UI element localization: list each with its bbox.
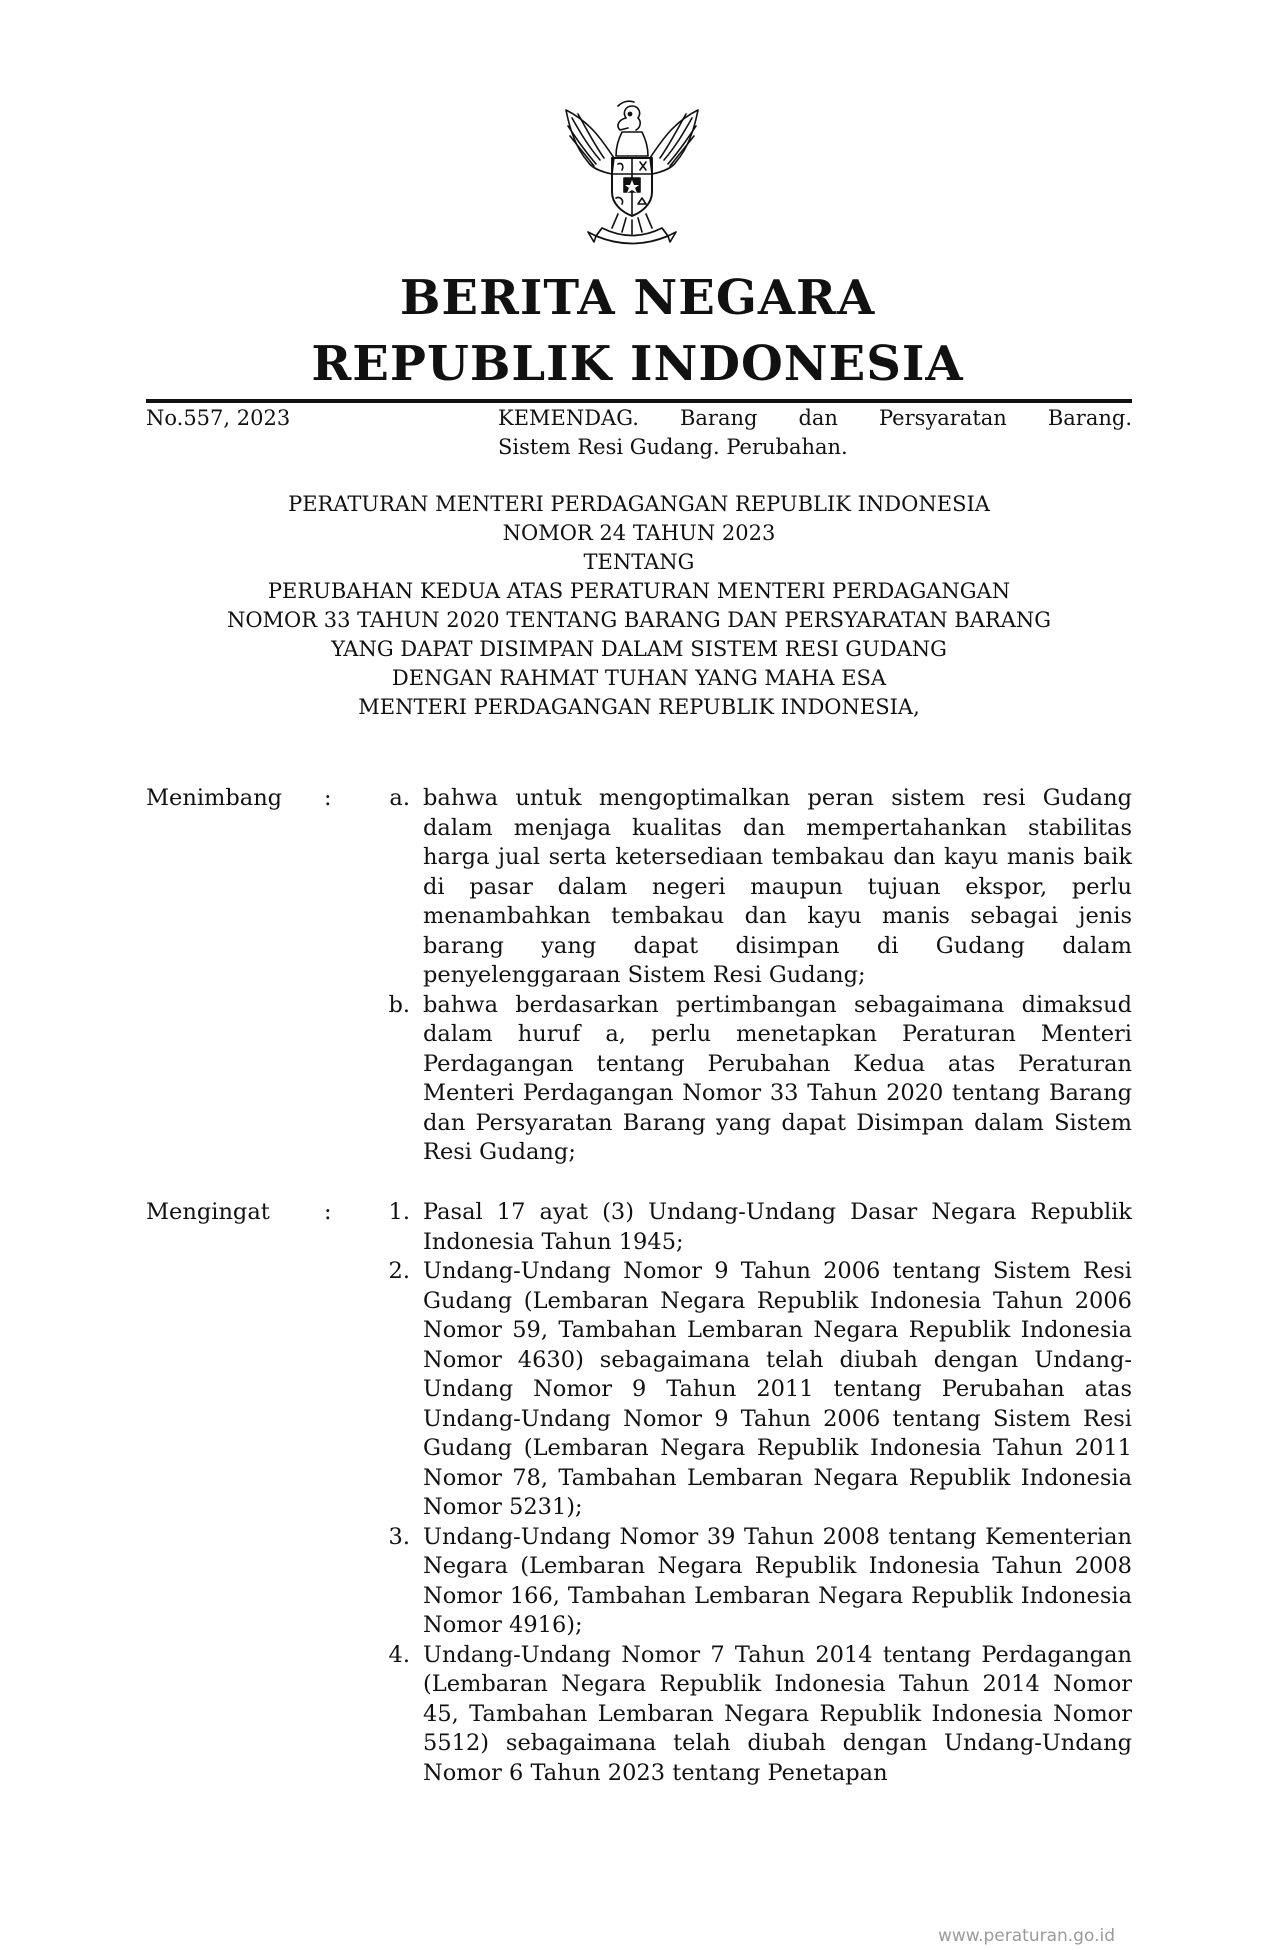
item-text: Undang-Undang Nomor 9 Tahun 2006 tentang Sistem Resi Gudang (Lembaran Negara Republik Indonesia Tahun 2006 Nomor 59, Tambahan Lembaran Negara Republik Indonesia Nomor 4630) sebagaimana telah diubah dengan Undang-Undang Nomor 9 Tahun 2011 tentang Perubahan atas Undang-Undang Nomor 9 Tahun 2006 tentang Sistem Resi Gudang (Lembaran Negara Republik Indonesia Tahun 2011 Nomor 78, Tambahan Lembaran Negara Republik Indonesia Nomor 5231); <box>423 1258 1132 1520</box>
title-line: MENTERI PERDAGANGAN REPUBLIK INDONESIA, <box>358 695 920 719</box>
title-line: DENGAN RAHMAT TUHAN YANG MAHA ESA <box>391 666 887 690</box>
list-item <box>354 1257 1132 1523</box>
title-line: NOMOR 33 TAHUN 2020 TENTANG BARANG DAN PERSYARATAN BARANG <box>226 608 1052 632</box>
title-line: PERUBAHAN KEDUA ATAS PERATURAN MENTERI PERDAGANGAN <box>267 579 1011 603</box>
garuda-emblem-icon <box>552 100 712 250</box>
gazette-title-line2: REPUBLIK INDONESIA <box>311 336 964 392</box>
item-text: Undang-Undang Nomor 7 Tahun 2014 tentang Perdagangan (Lembaran Negara Republik Indonesia Tahun 2014 Nomor 45, Tambahan Lembaran Negara Republik Indonesia Nomor 5512) sebagaimana telah diubah dengan Undang-Undang Nomor 6 Tahun 2023 tentang Penetapan <box>423 1641 1132 1786</box>
gazette-subject <box>498 404 1132 462</box>
header-divider <box>146 399 1132 403</box>
section-colon: : <box>324 1199 332 1225</box>
item-text: bahwa berdasarkan pertimbangan sebagaimana dimaksud dalam huruf a, perlu menetapkan Peraturan Menteri Perdagangan tentang Perubahan Kedua atas Peraturan Menteri Perdagangan Nomor 33 Tahun 2020 tentang Barang dan Persyaratan Barang yang dapat Disimpan dalam Sistem Resi Gudang; <box>423 991 1132 1165</box>
item-marker: 1. <box>388 1199 410 1225</box>
list-item <box>354 784 1132 991</box>
title-line: PERATURAN MENTERI PERDAGANGAN REPUBLIK INDONESIA <box>288 492 990 516</box>
gazette-subject-line1: KEMENDAG. Barang dan Persyaratan Barang. <box>498 406 1132 430</box>
list-item <box>354 991 1132 1168</box>
menimbang-section <box>146 784 1132 1168</box>
item-marker: a. <box>389 785 410 811</box>
item-marker: 2. <box>388 1258 410 1284</box>
item-text: Pasal 17 ayat (3) Undang-Undang Dasar Negara Republik Indonesia Tahun 1945; <box>423 1199 1132 1255</box>
section-label: Menimbang <box>146 785 283 811</box>
section-colon: : <box>324 785 332 811</box>
regulation-title <box>146 490 1132 722</box>
title-line: YANG DAPAT DISIMPAN DALAM SISTEM RESI GUDANG <box>331 637 947 661</box>
item-text: bahwa untuk mengoptimalkan peran sistem resi Gudang dalam menjaga kualitas dan mempertahankan stabilitas harga jual serta ketersediaan tembakau dan kayu manis baik di pasar dalam negeri maupun tujuan ekspor, perlu menambahkan tembakau dan kayu manis sebagai jenis barang yang dapat disimpan di Gudang dalam penyelenggaraan Sistem Resi Gudang; <box>423 785 1132 988</box>
item-marker: 4. <box>388 1641 410 1668</box>
section-label: Mengingat <box>146 1199 270 1225</box>
gazette-subject-line2: Sistem Resi Gudang. Perubahan. <box>498 435 848 459</box>
item-marker: b. <box>388 991 410 1018</box>
gazette-title-line1: BERITA NEGARA <box>399 270 876 326</box>
list-item <box>354 1641 1132 1789</box>
title-line: TENTANG <box>583 550 695 574</box>
list-item <box>354 1198 1132 1257</box>
item-marker: 3. <box>388 1523 410 1550</box>
title-line: NOMOR 24 TAHUN 2023 <box>502 521 776 545</box>
source-url: www.peraturan.go.id <box>937 1926 1115 1946</box>
item-text: Undang-Undang Nomor 39 Tahun 2008 tentang Kementerian Negara (Lembaran Negara Republik Indonesia Tahun 2008 Nomor 166, Tambahan Lembaran Negara Republik Indonesia Nomor 4916); <box>423 1523 1132 1638</box>
mengingat-section <box>146 1198 1132 1788</box>
gazette-number: No.557, 2023 <box>146 406 291 430</box>
list-item <box>354 1523 1132 1641</box>
